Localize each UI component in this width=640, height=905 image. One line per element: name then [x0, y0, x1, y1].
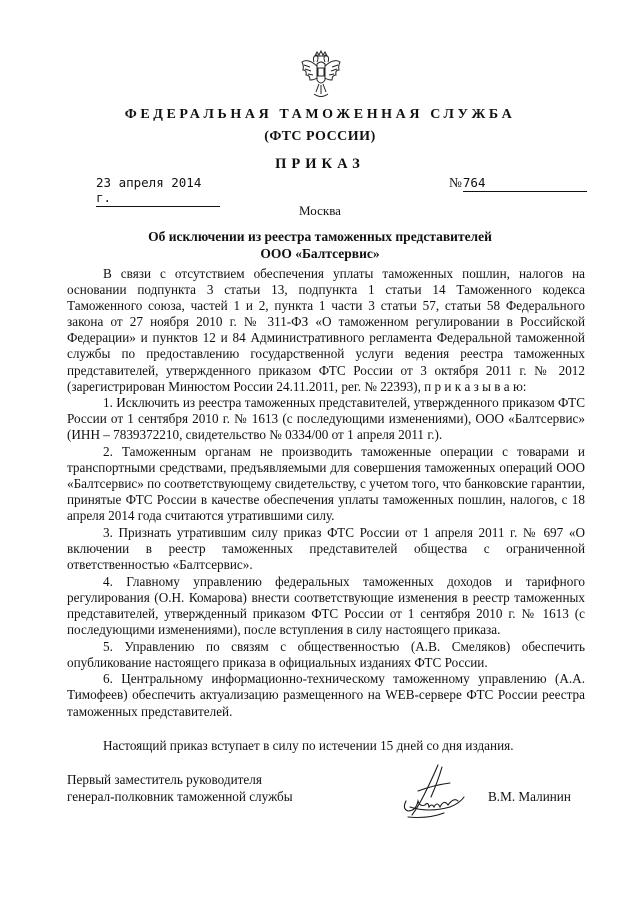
preamble-paragraph: В связи с отсутствием обеспечения уплаты таможенных пошлин, налогов на основании подпункта 3 статьи 13, подпункта 1 статьи 14 Таможенного кодекса Таможенного союза, частей 1 и 2, пункта 1 части 3 статьи 57, статьи 58 Федерального закона от 27 ноября 2010 г. № 311-ФЗ «О таможенном регулировании в Российской Федерации» и пунктов 12 и 84 Административного регламента Федеральной таможенной службы по предоставлению государственной услуги ведения реестра таможенных представителей, утвержденного приказом ФТС России от 3 октября 2011 г. № 2012 (зарегистрирован Минюстом России 24.11.2011, рег. № 22393), п р и к а з ы в а ю:: [67, 266, 585, 394]
document-city: Москва: [299, 203, 341, 218]
handwritten-signature-icon: [398, 761, 472, 823]
position-line-2: генерал-полковник таможенной службы: [67, 789, 293, 804]
document-date: 23 апреля 2014 г.: [96, 175, 220, 207]
order-item-1: 1. Исключить из реестра таможенных представителей, утвержденного приказом ФТС России от 1 сентября 2010 г. № 1613 (с последующими изменениями), ООО «Балтсервис» (ИНН – 7839372210, свидетельство № 0334/00 от 1 апреля 2011 г.).: [67, 395, 585, 443]
order-item-4: 4. Главному управлению федеральных таможенных доходов и тарифного регулирования (О.Н. Комарова) внести соответствующие изменения в реестр таможенных представителей, утвержденный приказом ФТС России от 1 сентября 2010 г. № 1613 (с последующими изменениями), после вступления в силу настоящего приказа.: [67, 573, 585, 638]
title-line-1: Об исключении из реестра таможенных представителей: [148, 229, 492, 244]
agency-short-name: (ФТС РОССИИ): [264, 129, 376, 144]
title-line-2: ООО «Балтсервис»: [260, 246, 380, 261]
number-label: №: [449, 175, 462, 190]
order-item-5: 5. Управлению по связям с общественностью (А.В. Смеляков) обеспечить опубликование настоящего приказа в официальных изданиях ФТС России.: [67, 638, 585, 670]
agency-name: ФЕДЕРАЛЬНАЯ ТАМОЖЕННАЯ СЛУЖБА: [124, 107, 516, 122]
order-item-2: 2. Таможенным органам не производить таможенные операции с товарами и транспортными средствами, предъявляемыми для совершения таможенных операций ООО «Балтсервис» по соответствующему свидетельству, с учетом того, что банковские гарантии, принятые ФТС России в качестве обеспечения уплаты таможенных пошлин, налогов, с 18 апреля 2014 года считаются утратившими силу.: [67, 444, 585, 524]
document-body: [67, 266, 585, 720]
number-value: 764: [463, 175, 587, 192]
effective-date-clause: Настоящий приказ вступает в силу по истечении 15 дней со дня издания.: [103, 738, 514, 753]
document-title: [0, 228, 640, 262]
document-number: [449, 175, 587, 192]
order-item-6: 6. Центральному информационно-техническому таможенному управлению (А.А. Тимофеев) обеспечить актуализацию размещенного на WEB-сервере ФТС России реестра таможенных представителей.: [67, 671, 585, 719]
document-type: ПРИКАЗ: [275, 156, 365, 172]
signatory-name: В.М. Малинин: [488, 789, 571, 804]
signatory-position: [67, 771, 357, 805]
order-item-3: 3. Признать утратившим силу приказ ФТС России от 1 апреля 2011 г. № 697 «О включении в реестр таможенных представителей общества с ограниченной ответственностью «Балтсервис».: [67, 525, 585, 573]
position-line-1: Первый заместитель руководителя: [67, 772, 262, 787]
russian-coat-of-arms-icon: [300, 50, 342, 100]
